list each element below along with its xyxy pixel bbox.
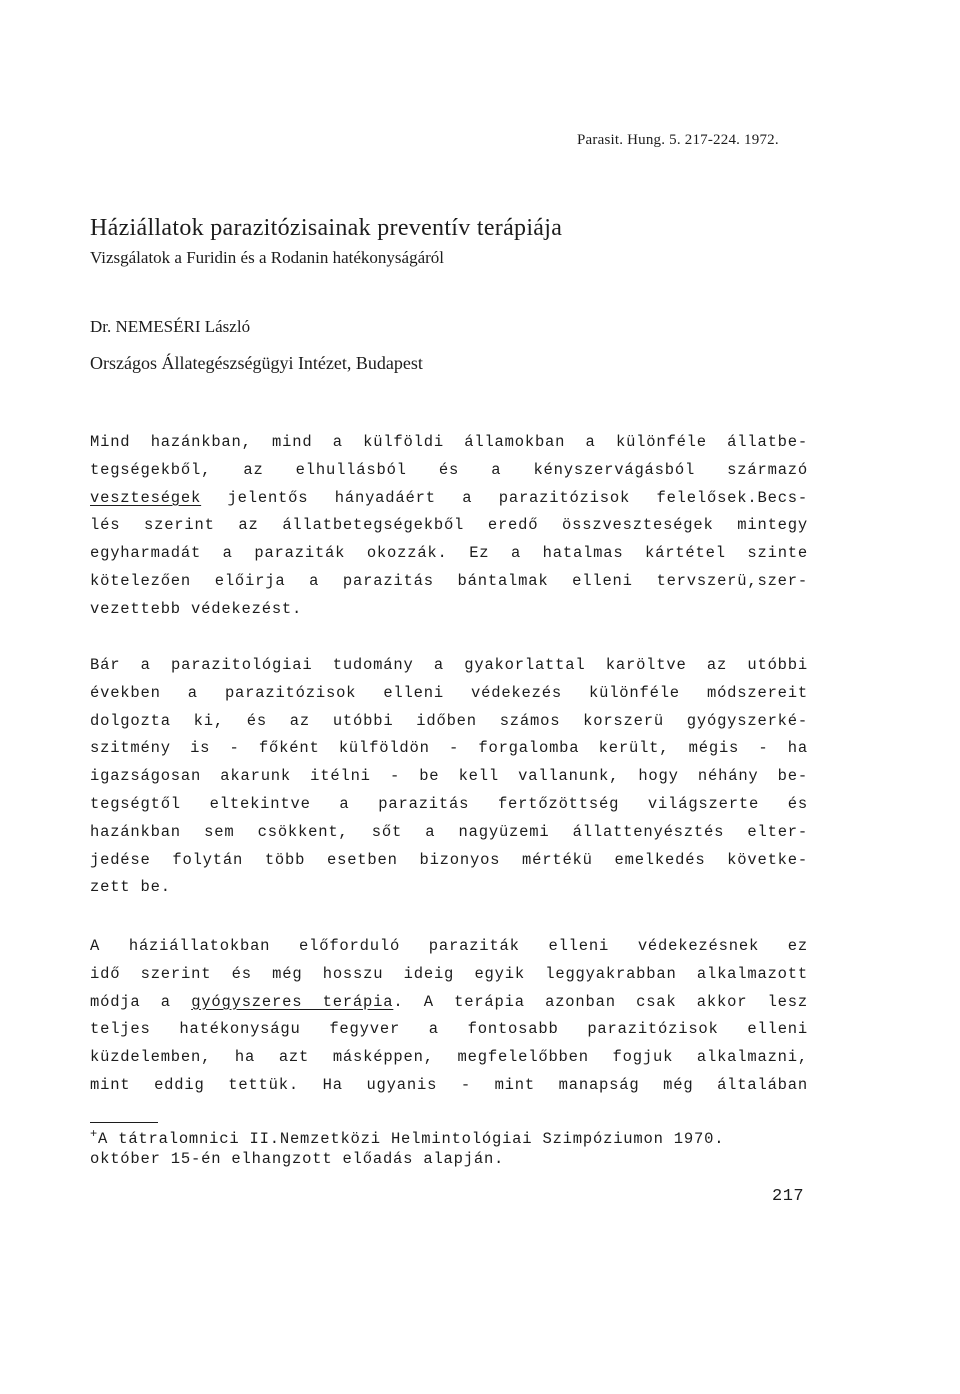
author: Dr. NEMESÉRI László xyxy=(90,317,251,336)
article-title: Háziállatok parazitózisainak preventív terápiája xyxy=(90,215,563,241)
paragraph-line: küzdelemben, ha azt másképpen, megfelelőbben fogjuk alkalmazni, xyxy=(90,1048,808,1067)
paragraph-line: idő szerint és még hosszu ideig egyik leggyakrabban alkalmazott xyxy=(90,964,808,983)
paragraph-line: egyharmadát a paraziták okozzák. Ez a hatalmas kártétel szinte xyxy=(90,544,808,563)
article-subtitle: Vizsgálatok a Furidin és a Rodanin hatékonyságáról xyxy=(90,248,445,267)
institute: Országos Állategészségügyi Intézet, Budapest xyxy=(90,353,423,373)
paragraph-3 xyxy=(90,933,808,1100)
paragraph-line-start: módja a xyxy=(90,992,192,1011)
footnote-marker: + xyxy=(90,1127,99,1141)
paragraph-line xyxy=(90,989,808,1017)
paragraph-line xyxy=(90,485,808,513)
paragraph-line: igazságosan akarunk itélni - be kell vallanunk, hogy néhány be- xyxy=(90,767,808,786)
paragraph-1 xyxy=(90,429,808,624)
paragraph-line: A háziállatokban előforduló paraziták elleni védekezésnek ez xyxy=(90,937,808,955)
underlined-term: veszteségek xyxy=(90,488,202,507)
underlined-term: gyógyszeres terápia xyxy=(191,992,394,1011)
paragraph-line: vezettebb védekezést. xyxy=(90,599,303,618)
paragraph-line: szitmény is - főként külföldön - forgalomba került, mégis - ha xyxy=(90,739,808,758)
page-number: 217 xyxy=(772,1187,805,1206)
footnote-rule xyxy=(90,1122,158,1123)
paragraph-line: Bár a parazitológiai tudomány a gyakorlattal karöltve az utóbbi xyxy=(90,656,808,674)
footnote-line: október 15-én elhangzott előadás alapján. xyxy=(90,1150,505,1168)
paragraph-line: Mind hazánkban, mind a külföldi államokban a különféle állatbe- xyxy=(90,433,808,451)
paragraph-line: években a parazitózisok elleni védekezés különféle módszereit xyxy=(90,683,808,702)
footnote-line xyxy=(90,1129,810,1149)
footnote xyxy=(90,1129,810,1169)
paragraph-line: dolgozta ki, és az utóbbi időben számos korszerü gyógyszerké- xyxy=(90,711,808,730)
paragraph-line: kötelezően előirja a parazitás bántalmak elleni tervszerü,szer- xyxy=(90,571,808,590)
footnote-text: A tátralomnici II.Nemzetközi Helmintológiai Szimpóziumon 1970. xyxy=(98,1130,725,1148)
paragraph-line: zett be. xyxy=(90,878,171,897)
paragraph-line: jedése folytán több esetben bizonyos mértékü emelkedés követke- xyxy=(90,850,808,869)
journal-reference: Parasit. Hung. 5. 217-224. 1972. xyxy=(577,132,779,148)
paragraph-line-rest: . A terápia azonban csak akkor lesz xyxy=(393,992,808,1011)
paragraph-line: lés szerint az állatbetegségekből eredő összveszteségek mintegy xyxy=(90,516,808,535)
paragraph-line: tegségekből, az elhullásból és a kényszervágásból származó xyxy=(90,460,808,479)
paragraph-line: tegségtől eltekintve a parazitás fertőzöttség világszerte és xyxy=(90,794,808,813)
paragraph-line-rest: jelentős hányadáért a parazitózisok felelősek.Becs- xyxy=(201,488,808,507)
paragraph-line: hazánkban sem csökkent, sőt a nagyüzemi állattenyésztés elter- xyxy=(90,822,808,841)
paragraph-2 xyxy=(90,652,808,902)
paragraph-line: teljes hatékonyságu fegyver a fontosabb parazitózisok elleni xyxy=(90,1020,808,1039)
paragraph-line: mint eddig tettük. Ha ugyanis - mint manapság még általában xyxy=(90,1075,808,1094)
